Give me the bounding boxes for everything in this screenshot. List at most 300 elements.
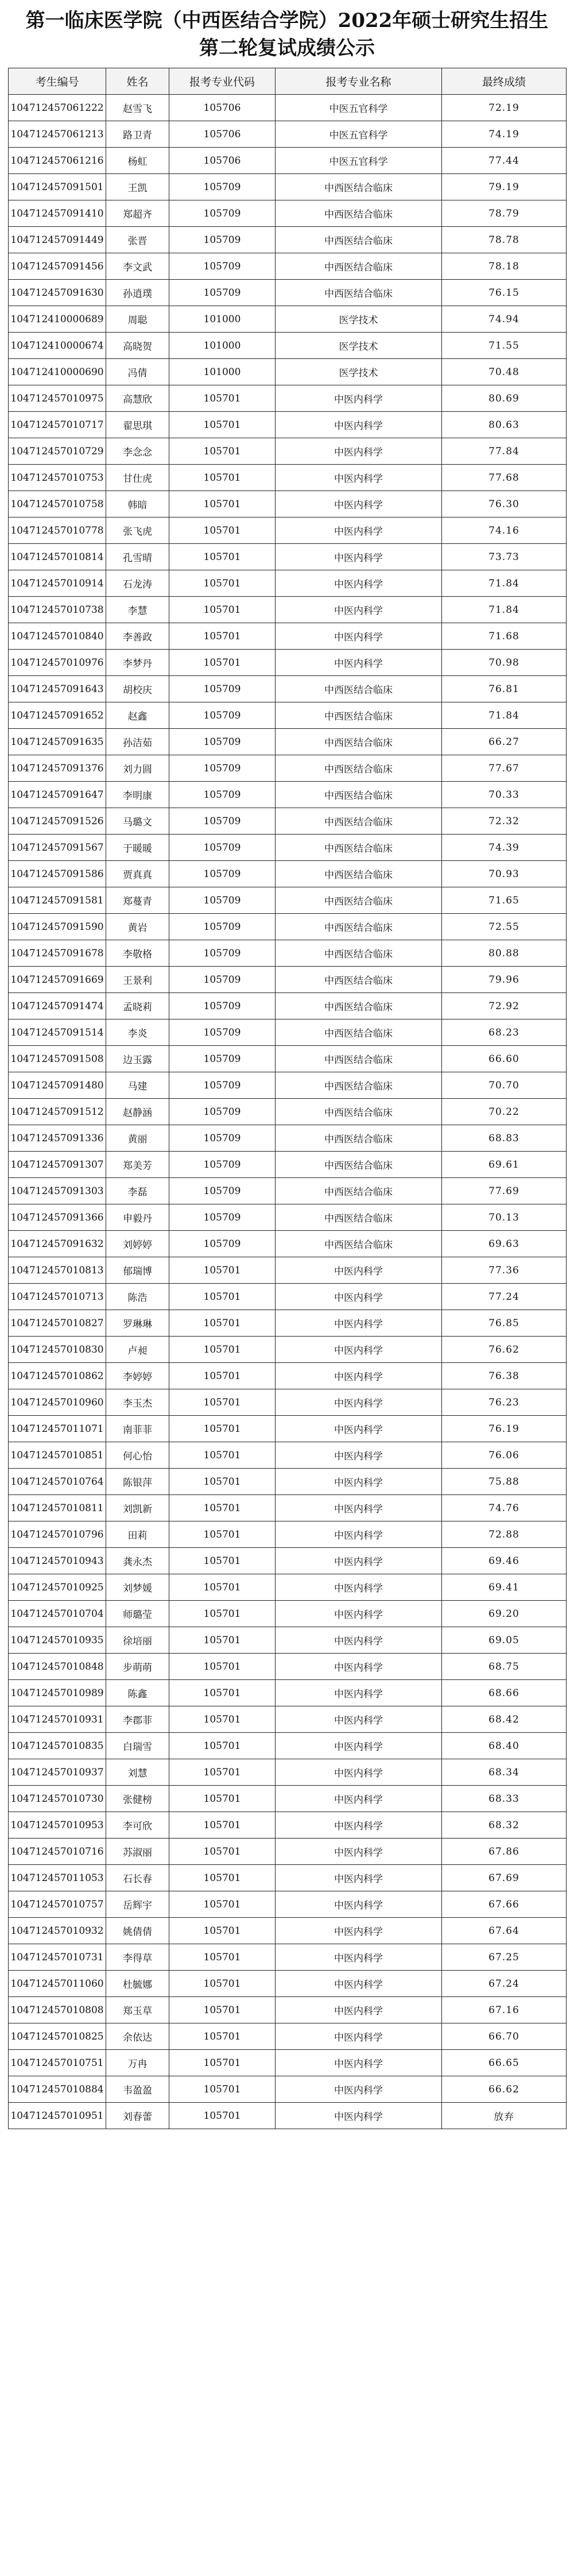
candidate-id-cell: 104712457091678 (9, 940, 106, 967)
major-name-cell: 中医内科学 (276, 412, 442, 438)
candidate-id-cell: 104712457010738 (9, 597, 106, 623)
major-code-cell: 105701 (169, 597, 276, 623)
major-name-cell: 中医内科学 (276, 2050, 442, 2076)
major-name-cell: 中西医结合临床 (276, 1178, 442, 1204)
candidate-id-cell: 104712457010925 (9, 1574, 106, 1601)
table-row (9, 1548, 567, 1574)
final-score-cell: 67.66 (442, 1891, 567, 1918)
name-cell: 姚倩倩 (106, 1918, 169, 1944)
candidate-id-cell: 104712457010796 (9, 1521, 106, 1548)
name-cell: 李郡菲 (106, 1706, 169, 1733)
major-name-cell: 中医内科学 (276, 597, 442, 623)
name-cell: 龚永杰 (106, 1548, 169, 1574)
name-cell: 李敬格 (106, 940, 169, 967)
table-row (9, 1152, 567, 1178)
final-score-cell: 77.68 (442, 465, 567, 491)
final-score-cell: 74.76 (442, 1495, 567, 1521)
major-code-cell: 105701 (169, 1363, 276, 1389)
name-cell: 刘春蕾 (106, 2103, 169, 2129)
name-cell: 师璐莹 (106, 1601, 169, 1627)
major-code-cell: 105709 (169, 1204, 276, 1231)
major-name-cell: 中西医结合临床 (276, 1204, 442, 1231)
candidate-id-cell: 104712410000689 (9, 306, 106, 333)
final-score-cell: 67.16 (442, 1997, 567, 2023)
name-cell: 刘力圆 (106, 755, 169, 782)
table-row (9, 1204, 567, 1231)
major-name-cell: 中医内科学 (276, 385, 442, 412)
major-code-cell: 105709 (169, 676, 276, 702)
major-name-cell: 中医内科学 (276, 623, 442, 650)
final-score-cell: 68.75 (442, 1654, 567, 1680)
table-row (9, 517, 567, 544)
major-name-cell: 中西医结合临床 (276, 755, 442, 782)
table-row (9, 1072, 567, 1099)
table-row (9, 835, 567, 861)
table-row (9, 200, 567, 227)
candidate-id-cell: 104712457010835 (9, 1733, 106, 1759)
final-score-cell: 70.48 (442, 359, 567, 385)
name-cell: 卢昶 (106, 1337, 169, 1363)
table-row (9, 174, 567, 200)
name-cell: 孟晓莉 (106, 993, 169, 1019)
major-code-cell: 105701 (169, 412, 276, 438)
candidate-id-cell: 104712457091410 (9, 200, 106, 227)
major-code-cell: 105701 (169, 1442, 276, 1469)
candidate-id-cell: 104712457010825 (9, 2023, 106, 2050)
major-name-cell: 医学技术 (276, 359, 442, 385)
final-score-cell: 74.19 (442, 121, 567, 148)
major-name-cell: 中医内科学 (276, 1574, 442, 1601)
name-cell: 岳辉宇 (106, 1891, 169, 1918)
name-cell: 李文武 (106, 253, 169, 280)
major-code-cell: 105706 (169, 148, 276, 174)
major-code-cell: 105701 (169, 1891, 276, 1918)
major-name-cell: 中医内科学 (276, 1812, 442, 1839)
name-cell: 李慧 (106, 597, 169, 623)
candidate-id-cell: 104712457091590 (9, 914, 106, 940)
major-code-cell: 105706 (169, 95, 276, 121)
major-name-cell: 中医内科学 (276, 1944, 442, 1971)
candidate-id-cell: 104712457010713 (9, 1284, 106, 1310)
table-row (9, 861, 567, 887)
candidate-id-cell: 104712457010814 (9, 544, 106, 570)
major-name-cell: 中西医结合临床 (276, 253, 442, 280)
candidate-id-cell: 104712457091632 (9, 1231, 106, 1257)
major-name-cell: 中西医结合临床 (276, 835, 442, 861)
table-row (9, 1891, 567, 1918)
major-name-cell: 中医内科学 (276, 1310, 442, 1337)
table-row (9, 2076, 567, 2103)
table-row (9, 1521, 567, 1548)
table-row (9, 306, 567, 333)
major-code-cell: 105701 (169, 1839, 276, 1865)
candidate-id-cell: 104712457091669 (9, 967, 106, 993)
major-name-cell: 中西医结合临床 (276, 1152, 442, 1178)
major-code-cell: 105709 (169, 993, 276, 1019)
final-score-cell: 76.38 (442, 1363, 567, 1389)
table-row (9, 385, 567, 412)
candidate-id-cell: 104712457061222 (9, 95, 106, 121)
major-name-cell: 中医五官科学 (276, 148, 442, 174)
name-cell: 马璐文 (106, 808, 169, 835)
major-code-cell: 105709 (169, 174, 276, 200)
major-name-cell: 中医内科学 (276, 544, 442, 570)
name-cell: 胡校庆 (106, 676, 169, 702)
table-row (9, 1178, 567, 1204)
final-score-cell: 69.63 (442, 1231, 567, 1257)
major-name-cell: 中医内科学 (276, 491, 442, 517)
final-score-cell: 80.88 (442, 940, 567, 967)
major-name-cell: 中医内科学 (276, 1971, 442, 1997)
major-code-cell: 105701 (169, 2103, 276, 2129)
name-cell: 甘仕虎 (106, 465, 169, 491)
major-name-cell: 中西医结合临床 (276, 200, 442, 227)
candidate-id-cell: 104712457011053 (9, 1865, 106, 1891)
major-code-cell: 105709 (169, 1125, 276, 1152)
final-score-cell: 72.92 (442, 993, 567, 1019)
final-score-cell: 76.62 (442, 1337, 567, 1363)
candidate-id-cell: 104712457010827 (9, 1310, 106, 1337)
major-name-cell: 医学技术 (276, 306, 442, 333)
major-name-cell: 中医内科学 (276, 650, 442, 676)
table-row (9, 121, 567, 148)
major-name-cell: 中医内科学 (276, 1839, 442, 1865)
name-cell: 李得草 (106, 1944, 169, 1971)
name-cell: 石龙涛 (106, 570, 169, 597)
candidate-id-cell: 104712457091652 (9, 702, 106, 729)
major-name-cell: 中西医结合临床 (276, 1072, 442, 1099)
final-score-cell: 72.32 (442, 808, 567, 835)
major-name-cell: 中医内科学 (276, 1363, 442, 1389)
major-code-cell: 105701 (169, 1469, 276, 1495)
table-row (9, 1019, 567, 1046)
name-cell: 郑玉草 (106, 1997, 169, 2023)
final-score-cell: 77.36 (442, 1257, 567, 1284)
final-score-cell: 68.23 (442, 1019, 567, 1046)
major-code-cell: 105701 (169, 1733, 276, 1759)
results-body (9, 95, 567, 2129)
table-row (9, 2103, 567, 2129)
major-code-cell: 105709 (169, 200, 276, 227)
major-name-cell: 中医内科学 (276, 1654, 442, 1680)
title-line-1: 第一临床医学院（中西医结合学院）2022年硕士研究生招生 (25, 9, 549, 32)
final-score-cell: 71.84 (442, 570, 567, 597)
name-cell: 张飞虎 (106, 517, 169, 544)
major-code-cell: 105701 (169, 385, 276, 412)
major-name-cell: 中西医结合临床 (276, 1019, 442, 1046)
major-name-cell: 中医内科学 (276, 1786, 442, 1812)
name-cell: 李炎 (106, 1019, 169, 1046)
major-code-cell: 105709 (169, 1072, 276, 1099)
name-cell: 郑蔓青 (106, 887, 169, 914)
major-code-cell: 105701 (169, 2050, 276, 2076)
major-name-cell: 中医五官科学 (276, 121, 442, 148)
final-score-cell: 77.84 (442, 438, 567, 465)
table-row (9, 1997, 567, 2023)
final-score-cell: 68.33 (442, 1786, 567, 1812)
name-cell: 郁瑞博 (106, 1257, 169, 1284)
table-row (9, 1389, 567, 1416)
candidate-id-cell: 104712457091366 (9, 1204, 106, 1231)
major-code-cell: 105709 (169, 782, 276, 808)
final-score-cell: 66.65 (442, 2050, 567, 2076)
final-score-cell: 66.62 (442, 2076, 567, 2103)
major-code-cell: 105701 (169, 1680, 276, 1706)
candidate-id-cell: 104712457091512 (9, 1099, 106, 1125)
major-code-cell: 101000 (169, 333, 276, 359)
major-name-cell: 中西医结合临床 (276, 729, 442, 755)
candidate-id-cell: 104712457010960 (9, 1389, 106, 1416)
final-score-cell: 68.66 (442, 1680, 567, 1706)
final-score-cell: 67.86 (442, 1839, 567, 1865)
candidate-id-cell: 104712457091586 (9, 861, 106, 887)
final-score-cell: 69.46 (442, 1548, 567, 1574)
final-score-cell: 78.78 (442, 227, 567, 253)
final-score-cell: 76.30 (442, 491, 567, 517)
table-row (9, 1495, 567, 1521)
major-name-cell: 中西医结合临床 (276, 174, 442, 200)
candidate-id-cell: 104712410000674 (9, 333, 106, 359)
candidate-id-cell: 104712457010751 (9, 2050, 106, 2076)
final-score-cell: 70.33 (442, 782, 567, 808)
major-name-cell: 中医内科学 (276, 1257, 442, 1284)
table-row (9, 1574, 567, 1601)
major-code-cell: 105701 (169, 1627, 276, 1654)
candidate-id-cell: 104712457011071 (9, 1416, 106, 1442)
final-score-cell: 76.15 (442, 280, 567, 306)
major-code-cell: 105709 (169, 940, 276, 967)
name-cell: 刘婷婷 (106, 1231, 169, 1257)
final-score-cell: 77.24 (442, 1284, 567, 1310)
candidate-id-cell: 104712457091474 (9, 993, 106, 1019)
candidate-id-cell: 104712457010975 (9, 385, 106, 412)
name-cell: 杨虹 (106, 148, 169, 174)
major-code-cell: 105709 (169, 1046, 276, 1072)
major-name-cell: 中西医结合临床 (276, 940, 442, 967)
table-row (9, 333, 567, 359)
major-name-cell: 中西医结合临床 (276, 887, 442, 914)
major-code-cell: 105709 (169, 808, 276, 835)
candidate-id-cell: 104712457091449 (9, 227, 106, 253)
major-name-cell: 中医内科学 (276, 1521, 442, 1548)
major-name-cell: 中医内科学 (276, 1469, 442, 1495)
table-row (9, 465, 567, 491)
candidate-id-cell: 104712457010914 (9, 570, 106, 597)
name-cell: 申毅丹 (106, 1204, 169, 1231)
final-score-cell: 74.94 (442, 306, 567, 333)
table-row (9, 1363, 567, 1389)
candidate-id-cell: 104712457010884 (9, 2076, 106, 2103)
candidate-id-cell: 104712457061216 (9, 148, 106, 174)
major-name-cell: 中西医结合临床 (276, 1231, 442, 1257)
major-code-cell: 105709 (169, 1231, 276, 1257)
major-name-cell: 中医内科学 (276, 1891, 442, 1918)
name-cell: 苏淑丽 (106, 1839, 169, 1865)
table-row (9, 1944, 567, 1971)
name-cell: 韦盈盈 (106, 2076, 169, 2103)
major-code-cell: 105709 (169, 227, 276, 253)
candidate-id-cell: 104712457010753 (9, 465, 106, 491)
final-score-cell: 66.60 (442, 1046, 567, 1072)
major-code-cell: 105706 (169, 121, 276, 148)
table-row (9, 1654, 567, 1680)
final-score-cell: 70.93 (442, 861, 567, 887)
candidate-id-cell: 104712457091456 (9, 253, 106, 280)
candidate-id-cell: 104712457010757 (9, 1891, 106, 1918)
final-score-cell: 69.61 (442, 1152, 567, 1178)
major-code-cell: 105701 (169, 1971, 276, 1997)
final-score-cell: 76.06 (442, 1442, 567, 1469)
major-code-cell: 105701 (169, 1310, 276, 1337)
final-score-cell: 72.55 (442, 914, 567, 940)
name-cell: 孙洁茹 (106, 729, 169, 755)
major-code-cell: 105701 (169, 1654, 276, 1680)
table-row (9, 227, 567, 253)
table-row (9, 1759, 567, 1786)
final-score-cell: 70.70 (442, 1072, 567, 1099)
name-cell: 冯倩 (106, 359, 169, 385)
candidate-id-cell: 104712457010813 (9, 1257, 106, 1284)
candidate-id-cell: 104712457010730 (9, 1786, 106, 1812)
major-code-cell: 105701 (169, 650, 276, 676)
table-row (9, 1416, 567, 1442)
name-cell: 刘慧 (106, 1759, 169, 1786)
candidate-id-cell: 104712457010932 (9, 1918, 106, 1944)
name-cell: 韩暗 (106, 491, 169, 517)
major-code-cell: 105709 (169, 914, 276, 940)
final-score-cell: 67.25 (442, 1944, 567, 1971)
name-cell: 李磊 (106, 1178, 169, 1204)
major-name-cell: 中医内科学 (276, 1495, 442, 1521)
major-name-cell: 中医内科学 (276, 2076, 442, 2103)
table-row (9, 412, 567, 438)
major-name-cell: 中医内科学 (276, 1548, 442, 1574)
table-row (9, 253, 567, 280)
major-code-cell: 105709 (169, 861, 276, 887)
page-title (0, 7, 574, 62)
table-row (9, 1812, 567, 1839)
final-score-cell: 69.20 (442, 1601, 567, 1627)
name-cell: 郑美芳 (106, 1152, 169, 1178)
major-code-cell: 105701 (169, 1918, 276, 1944)
table-row (9, 993, 567, 1019)
name-cell: 马建 (106, 1072, 169, 1099)
candidate-id-cell: 104712457010811 (9, 1495, 106, 1521)
major-name-cell: 中医内科学 (276, 1627, 442, 1654)
major-code-cell: 105701 (169, 517, 276, 544)
name-cell: 贾真真 (106, 861, 169, 887)
final-score-cell: 75.88 (442, 1469, 567, 1495)
candidate-id-cell: 104712457010989 (9, 1680, 106, 1706)
major-name-cell: 中医内科学 (276, 1706, 442, 1733)
table-row (9, 1918, 567, 1944)
major-name-cell: 中医内科学 (276, 2023, 442, 2050)
title-line-2: 第二轮复试成绩公示 (199, 37, 375, 60)
major-code-cell: 105701 (169, 570, 276, 597)
major-name-cell: 中医内科学 (276, 1997, 442, 2023)
col-header-major-code: 报考专业代码 (169, 68, 276, 95)
major-code-cell: 105701 (169, 2023, 276, 2050)
name-cell: 步萌萌 (106, 1654, 169, 1680)
candidate-id-cell: 104712457011060 (9, 1971, 106, 1997)
table-row (9, 148, 567, 174)
final-score-cell: 76.85 (442, 1310, 567, 1337)
major-code-cell: 105701 (169, 1865, 276, 1891)
table-row (9, 1469, 567, 1495)
major-name-cell: 中医内科学 (276, 2103, 442, 2129)
major-code-cell: 105701 (169, 1284, 276, 1310)
major-code-cell: 105709 (169, 1099, 276, 1125)
major-name-cell: 中西医结合临床 (276, 1099, 442, 1125)
candidate-id-cell: 104712457010717 (9, 412, 106, 438)
name-cell: 李婷婷 (106, 1363, 169, 1389)
major-name-cell: 中医内科学 (276, 570, 442, 597)
table-row (9, 1680, 567, 1706)
final-score-cell: 71.65 (442, 887, 567, 914)
major-name-cell: 中医内科学 (276, 1284, 442, 1310)
table-row (9, 1865, 567, 1891)
final-score-cell: 76.19 (442, 1416, 567, 1442)
candidate-id-cell: 104712457010764 (9, 1469, 106, 1495)
final-score-cell: 70.22 (442, 1099, 567, 1125)
major-name-cell: 中医内科学 (276, 465, 442, 491)
major-name-cell: 中医内科学 (276, 1733, 442, 1759)
major-code-cell: 105709 (169, 729, 276, 755)
table-row (9, 544, 567, 570)
table-row (9, 623, 567, 650)
table-row (9, 1046, 567, 1072)
major-code-cell: 105701 (169, 1495, 276, 1521)
name-cell: 孙逍璞 (106, 280, 169, 306)
major-name-cell: 中医内科学 (276, 438, 442, 465)
major-code-cell: 105701 (169, 1812, 276, 1839)
major-name-cell: 中医内科学 (276, 517, 442, 544)
final-score-cell: 66.70 (442, 2023, 567, 2050)
final-score-cell: 77.69 (442, 1178, 567, 1204)
candidate-id-cell: 104712457010848 (9, 1654, 106, 1680)
candidate-id-cell: 104712457091647 (9, 782, 106, 808)
candidate-id-cell: 104712457091336 (9, 1125, 106, 1152)
name-cell: 田莉 (106, 1521, 169, 1548)
final-score-cell: 71.68 (442, 623, 567, 650)
major-name-cell: 中西医结合临床 (276, 782, 442, 808)
table-row (9, 702, 567, 729)
major-name-cell: 中西医结合临床 (276, 914, 442, 940)
major-code-cell: 105701 (169, 1706, 276, 1733)
name-cell: 高晓贺 (106, 333, 169, 359)
table-row (9, 1442, 567, 1469)
final-score-cell: 67.64 (442, 1918, 567, 1944)
name-cell: 李梦丹 (106, 650, 169, 676)
final-score-cell: 79.96 (442, 967, 567, 993)
final-score-cell: 68.32 (442, 1812, 567, 1839)
col-header-final-score: 最终成绩 (442, 68, 567, 95)
final-score-cell: 76.23 (442, 1389, 567, 1416)
candidate-id-cell: 104712457010937 (9, 1759, 106, 1786)
candidate-id-cell: 104712457091643 (9, 676, 106, 702)
candidate-id-cell: 104712457091480 (9, 1072, 106, 1099)
col-header-major-name: 报考专业名称 (276, 68, 442, 95)
final-score-cell: 68.40 (442, 1733, 567, 1759)
candidate-id-cell: 104712457010935 (9, 1627, 106, 1654)
table-row (9, 491, 567, 517)
table-row (9, 280, 567, 306)
major-code-cell: 105701 (169, 2076, 276, 2103)
table-row (9, 967, 567, 993)
major-code-cell: 105701 (169, 1759, 276, 1786)
name-cell: 孔雪晴 (106, 544, 169, 570)
name-cell: 王凯 (106, 174, 169, 200)
